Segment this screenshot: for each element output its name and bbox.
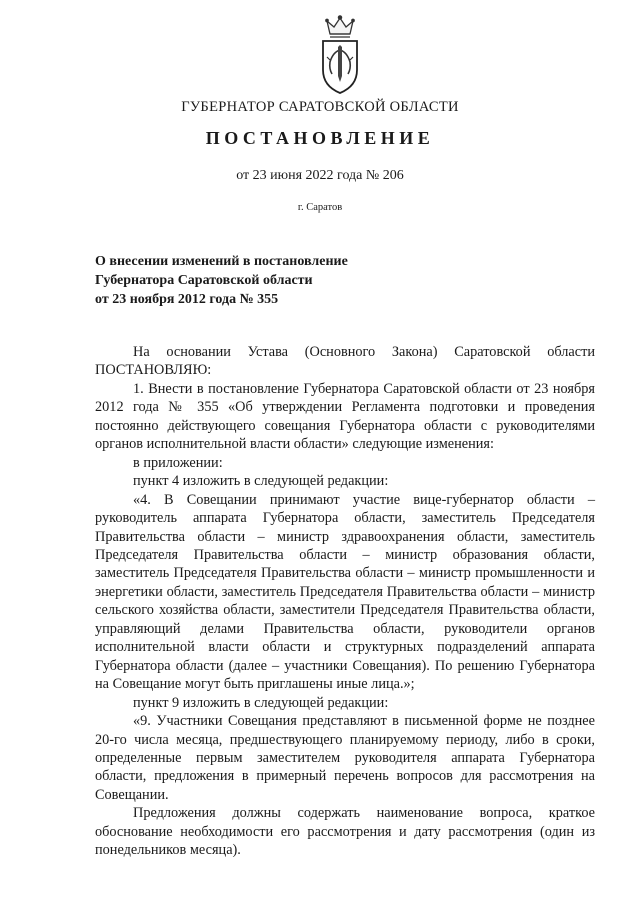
document-type: ПОСТАНОВЛЕНИЕ — [205, 128, 435, 148]
title-line: от 23 ноября 2012 года № 355 — [95, 292, 279, 307]
issuer-name: ГУБЕРНАТОР САРАТОВСКОЙ ОБЛАСТИ — [181, 99, 459, 115]
title-line: Губернатора Саратовской области — [95, 273, 313, 288]
document-title — [95, 252, 555, 309]
paragraph-point-4-text: «4. В Совещании принимают участие вице-губернатор области – руководитель аппарата Губернатора области, заместитель Председателя Правительства области – министр здравоохранения области, заместитель Председателя Правительства области – министр образования области, заместитель Председателя Правительства области – министр промышленности и энергетики области, заместитель Председателя Правительства области – министр сельского хозяйства области, заместители Председателя Правительства области, управляющий делами Правительства области, руководители органов исполнительной власти области и структурных подразделений аппарата Губернатора области (далее – участники Совещания). По решению Губернатора на Совещание могут быть приглашены иные лица.»; — [95, 491, 595, 693]
paragraph-point-4-intro: пункт 4 изложить в следующей редакции: — [133, 473, 389, 490]
paragraph-proposals: Предложения должны содержать наименование вопроса, краткое обоснование необходимости его рассмотрения и дату рассмотрения (один из понедельников месяца). — [95, 805, 595, 859]
document-city: г. Саратов — [297, 202, 343, 213]
title-line: О внесении изменений в постановление — [95, 254, 348, 269]
document-date-number: от 23 июня 2022 года № 206 — [236, 168, 404, 183]
paragraph-point-9-intro: пункт 9 изложить в следующей редакции: — [133, 694, 389, 711]
saratov-coat-of-arms-icon — [318, 14, 362, 96]
paragraph-point-9-text: «9. Участники Совещания представляют в письменной форме не позднее 20-го числа месяца, предшествующего планируемому периоду, либо в сроки, определенные первым заместителем руководителя аппарата Губернатора области, предложения в примерный перечень вопросов для рассмотрения на Совещании. — [95, 713, 595, 803]
paragraph-basis: На основании Устава (Основного Закона) Саратовской области ПОСТАНОВЛЯЮ: — [95, 344, 595, 379]
document-body — [95, 343, 595, 860]
paragraph-appendix: в приложении: — [133, 454, 223, 471]
paragraph-item-1: 1. Внести в постановление Губернатора Саратовской области от 23 ноября 2012 года № 355 «Об утверждении Регламента подготовки и проведения постоянно действующего совещания Губернатора области с руководителями органов исполнительной власти области» следующие изменения: — [95, 380, 595, 453]
